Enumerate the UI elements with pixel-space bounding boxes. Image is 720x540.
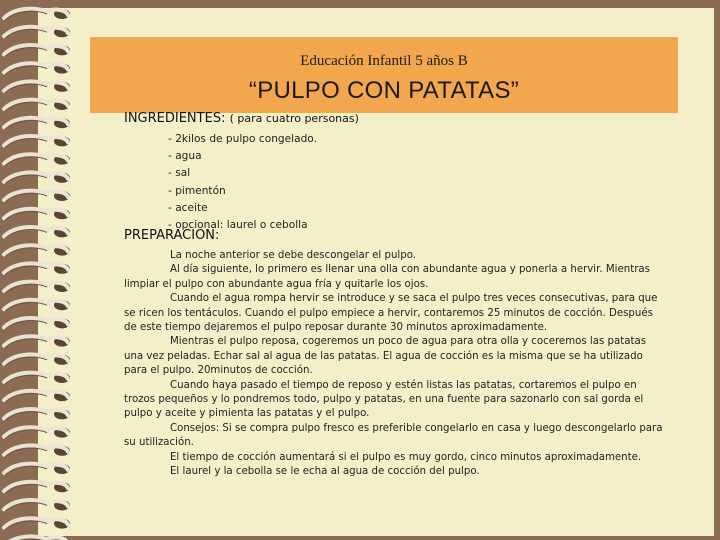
spiral-ring bbox=[4, 154, 70, 165]
spiral-ring bbox=[4, 464, 70, 475]
preparation-paragraph: Cuando haya pasado el tiempo de reposo y estén listas las patatas, cortaremos el pulpo en trozos pequeños y lo pondremos todo, pulpo y patatas, en una fuente para sazonarlo con sal gorda el pulpo y aceite y pimienta las patatas y el pulpo. bbox=[124, 379, 644, 420]
spiral-ring bbox=[4, 500, 70, 511]
spiral-binding bbox=[0, 0, 80, 540]
ingredient-item: - aceite bbox=[168, 201, 208, 214]
spiral-ring bbox=[4, 373, 70, 384]
spiral-ring bbox=[4, 336, 70, 347]
preparation-paragraph: Consejos: Si se compra pulpo fresco es preferible congelarlo en casa y luego descongelarlo para su utilización. bbox=[124, 422, 663, 449]
preparation-paragraph: El tiempo de cocción aumentará si el pulpo es muy gordo, cinco minutos aproximadamente. bbox=[170, 451, 642, 463]
ingredients-heading bbox=[124, 111, 359, 126]
preparation-paragraph: Cuando el agua rompa hervir se introduce y se saca el pulpo tres veces consecutivas, para que se ricen los tentáculos. Cuando el pulpo empiece a hervir, contaremos 25 minutos de cocción. Después de este tiempo dejaremos el pulpo reposar durante 30 minutos aproximadamente. bbox=[124, 293, 658, 334]
preparation-text bbox=[124, 249, 668, 480]
spiral-ring bbox=[4, 482, 70, 493]
ingredient-item: - pimentón bbox=[168, 184, 226, 197]
preparation-paragraph: Mientras el pulpo reposa, cogeremos un poco de agua para otra olla y coceremos las patatas una vez peladas. Echar sal al agua de las patatas. El agua de cocción es la misma que se ha utilizado para el pulpo. 20minutos de cocción. bbox=[124, 336, 647, 377]
spiral-ring bbox=[4, 27, 70, 38]
spiral-ring bbox=[4, 136, 70, 147]
spiral-ring bbox=[4, 427, 70, 438]
spiral-ring bbox=[4, 445, 70, 456]
ingredients-heading-label: INGREDIENTES: bbox=[124, 111, 226, 126]
class-subtitle: Educación Infantil 5 años B bbox=[300, 53, 468, 69]
ingredient-item: - agua bbox=[168, 150, 202, 163]
spiral-ring bbox=[4, 409, 70, 420]
title-banner bbox=[90, 37, 678, 113]
spiral-ring bbox=[4, 245, 70, 256]
preparation-paragraph: El laurel y la cebolla se le echa al agua de cocción del pulpo. bbox=[170, 466, 480, 478]
spiral-ring bbox=[4, 518, 70, 529]
servings-note: ( para cuatro personas) bbox=[229, 112, 359, 125]
spiral-ring bbox=[4, 318, 70, 329]
ingredient-item: - sal bbox=[168, 167, 191, 180]
spiral-ring bbox=[4, 282, 70, 293]
spiral-ring bbox=[4, 172, 70, 183]
spiral-ring bbox=[4, 227, 70, 238]
spiral-ring bbox=[4, 63, 70, 74]
ingredient-item: - 2kilos de pulpo congelado. bbox=[168, 133, 317, 145]
spiral-ring bbox=[4, 300, 70, 311]
spiral-ring bbox=[4, 536, 70, 540]
spiral-ring bbox=[4, 191, 70, 202]
preparation-heading: PREPARACION: bbox=[124, 228, 220, 243]
spiral-ring bbox=[4, 81, 70, 92]
spiral-ring bbox=[4, 100, 70, 111]
spiral-ring bbox=[4, 391, 70, 402]
spiral-ring bbox=[4, 118, 70, 129]
ingredients-list bbox=[168, 131, 317, 234]
spiral-ring bbox=[4, 263, 70, 274]
spiral-ring bbox=[4, 209, 70, 220]
preparation-paragraph: La noche anterior se debe descongelar el pulpo. bbox=[170, 250, 416, 261]
spiral-ring bbox=[4, 45, 70, 56]
spiral-ring bbox=[4, 9, 70, 20]
preparation-paragraph: Al día siguiente, lo primero es llenar una olla con abundante agua y ponerla a hervir. Mientras limpiar el pulpo con abundante agua fría y quitarle los ojos. bbox=[124, 264, 650, 290]
spiral-ring bbox=[4, 354, 70, 365]
recipe-title: “PULPO CON PATATAS” bbox=[248, 77, 520, 104]
ingredient-item: - opcional: laurel o cebolla bbox=[168, 219, 308, 232]
